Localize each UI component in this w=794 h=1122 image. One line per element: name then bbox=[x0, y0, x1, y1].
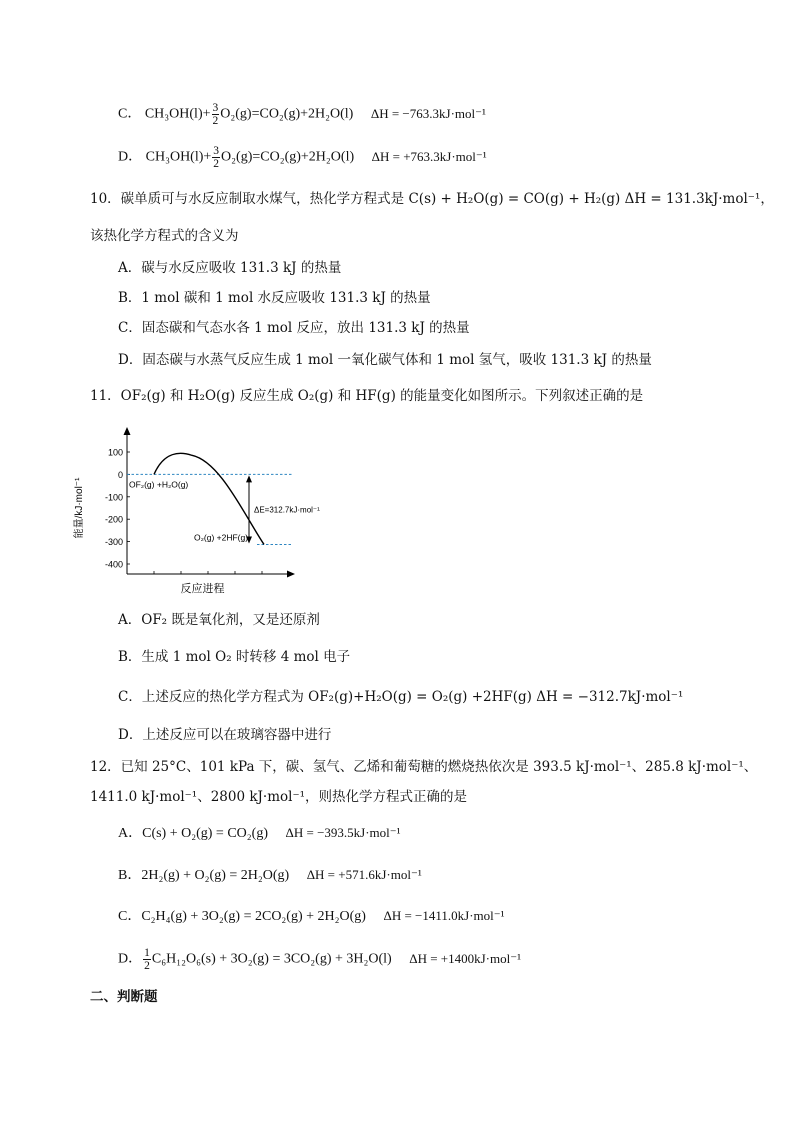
section-title: 二、判断题 bbox=[90, 989, 158, 1005]
q12-option-a-equation: A．C(s) + O₂(g) = CO₂(g) bbox=[118, 826, 268, 841]
q12-option-c-dh: ΔH = −1411.0kJ·mol⁻¹ bbox=[383, 908, 505, 923]
q9-option-c-fraction bbox=[212, 102, 220, 127]
q12-option-d-label: D． bbox=[118, 951, 143, 967]
q12-option-a[interactable] bbox=[118, 824, 401, 843]
q12-stem-line1: 12．已知 25°C、101 kPa 下，碳、氢气、乙烯和葡萄糖的燃烧热依次是 393.5 kJ·mol⁻¹、285.8 kJ·mol⁻¹、 bbox=[90, 759, 758, 775]
q11-option-c[interactable]: C．上述反应的热化学方程式为 OF₂(g)+H₂O(g) = O₂(g) +2HF(g) ΔH = −312.7kJ·mol⁻¹ bbox=[118, 689, 684, 705]
q12-option-d-fraction bbox=[143, 947, 151, 972]
q9-option-d-lhs: CH₃OH(l)+ bbox=[145, 149, 212, 165]
delta-e-label: ΔE=312.7kJ·mol⁻¹ bbox=[254, 505, 320, 515]
y-tick-label: -200 bbox=[104, 514, 123, 525]
q11-option-b[interactable]: B．生成 1 mol O₂ 时转移 4 mol 电子 bbox=[118, 649, 351, 665]
q12-option-b-dh: ΔH = +571.6kJ·mol⁻¹ bbox=[306, 867, 422, 882]
q9-option-d-rhs: O₂(g)=CO₂(g)+2H₂O(l) bbox=[221, 149, 355, 165]
q9-option-c-label: C． bbox=[118, 106, 142, 122]
q10-stem-line2: 该热化学方程式的含义为 bbox=[90, 228, 239, 244]
q10-option-d[interactable]: D．固态碳与水蒸气反应生成 1 mol 一氧化碳气体和 1 mol 氢气，吸收 131.3 kJ 的热量 bbox=[118, 352, 652, 368]
chart-y-ticks bbox=[105, 448, 130, 570]
y-tick-label: -300 bbox=[104, 537, 123, 548]
q12-stem-line2: 1411.0 kJ·mol⁻¹、2800 kJ·mol⁻¹，则热化学方程式正确的是 bbox=[90, 789, 468, 805]
x-axis-title: 反应进程 bbox=[180, 583, 225, 595]
reactant-label: OF₂(g) +H₂O(g) bbox=[129, 479, 189, 490]
y-tick-label: -400 bbox=[104, 559, 123, 570]
fraction-numerator: 1 bbox=[144, 947, 150, 959]
q12-option-a-dh: ΔH = −393.5kJ·mol⁻¹ bbox=[285, 825, 401, 840]
x-axis-arrow-icon bbox=[287, 571, 295, 578]
q12-option-b[interactable] bbox=[118, 866, 422, 885]
q9-option-d-fraction bbox=[212, 145, 220, 170]
reaction-curve bbox=[154, 453, 264, 544]
y-tick-label: -100 bbox=[104, 492, 123, 503]
q12-option-d-equation: C₆H₁₂O₆(s) + 3O₂(g) = 3CO₂(g) + 3H₂O(l) bbox=[151, 951, 392, 967]
q9-option-d-label: D． bbox=[118, 149, 143, 165]
y-axis-title: 能量/kJ·mol⁻¹ bbox=[74, 477, 85, 539]
q10-stem-line1: 10．碳单质可与水反应制取水煤气，热化学方程式是 C(s) + H₂O(g) = CO(g) + H₂(g) ΔH = 131.3kJ·mol⁻¹， bbox=[90, 191, 774, 207]
q9-option-c-dh: ΔH = −763.3kJ·mol⁻¹ bbox=[370, 105, 486, 121]
fraction-numerator: 3 bbox=[213, 145, 220, 157]
chart-marks bbox=[127, 453, 320, 544]
q9-option-c-lhs: CH₃OH(l)+ bbox=[144, 106, 211, 122]
y-tick-label: 100 bbox=[107, 447, 123, 458]
delta-e-arrow-up-icon bbox=[246, 475, 252, 482]
q9-option-d-dh: ΔH = +763.3kJ·mol⁻¹ bbox=[371, 148, 487, 164]
q11-stem: 11．OF₂(g) 和 H₂O(g) 反应生成 O₂(g) 和 HF(g) 的能量变化如图所示。下列叙述正确的是 bbox=[90, 388, 644, 404]
q10-option-a[interactable]: A．碳与水反应吸收 131.3 kJ 的热量 bbox=[118, 260, 342, 276]
q10-option-b[interactable]: B．1 mol 碳和 1 mol 水反应吸收 131.3 kJ 的热量 bbox=[118, 290, 431, 306]
q11-option-d[interactable]: D．上述反应可以在玻璃容器中进行 bbox=[118, 727, 332, 743]
q10-option-c[interactable]: C．固态碳和气态水各 1 mol 反应，放出 131.3 kJ 的热量 bbox=[118, 320, 470, 336]
fraction-numerator: 3 bbox=[212, 102, 219, 114]
q9-option-c[interactable] bbox=[118, 102, 486, 127]
fraction-denominator: 2 bbox=[213, 158, 220, 170]
q12-option-d[interactable] bbox=[118, 947, 521, 972]
q12-option-d-dh: ΔH = +1400kJ·mol⁻¹ bbox=[409, 950, 521, 966]
q12-option-c[interactable] bbox=[118, 907, 505, 926]
q9-option-c-rhs: O₂(g)=CO₂(g)+2H₂O(l) bbox=[220, 106, 354, 122]
q12-option-c-equation: C．C₂H₄(g) + 3O₂(g) = 2CO₂(g) + 2H₂O(g) bbox=[118, 909, 366, 924]
y-tick-label: 0 bbox=[117, 469, 123, 480]
fraction-denominator: 2 bbox=[144, 960, 150, 972]
y-axis-arrow-icon bbox=[124, 427, 131, 435]
q9-option-d[interactable] bbox=[118, 145, 487, 170]
product-label: O₂(g) +2HF(g) bbox=[194, 532, 249, 543]
fraction-denominator: 2 bbox=[212, 115, 219, 127]
q11-option-a[interactable]: A．OF₂ 既是氧化剂，又是还原剂 bbox=[118, 612, 320, 628]
q12-option-b-equation: B．2H₂(g) + O₂(g) = 2H₂O(g) bbox=[118, 868, 290, 883]
energy-diagram bbox=[72, 424, 320, 600]
